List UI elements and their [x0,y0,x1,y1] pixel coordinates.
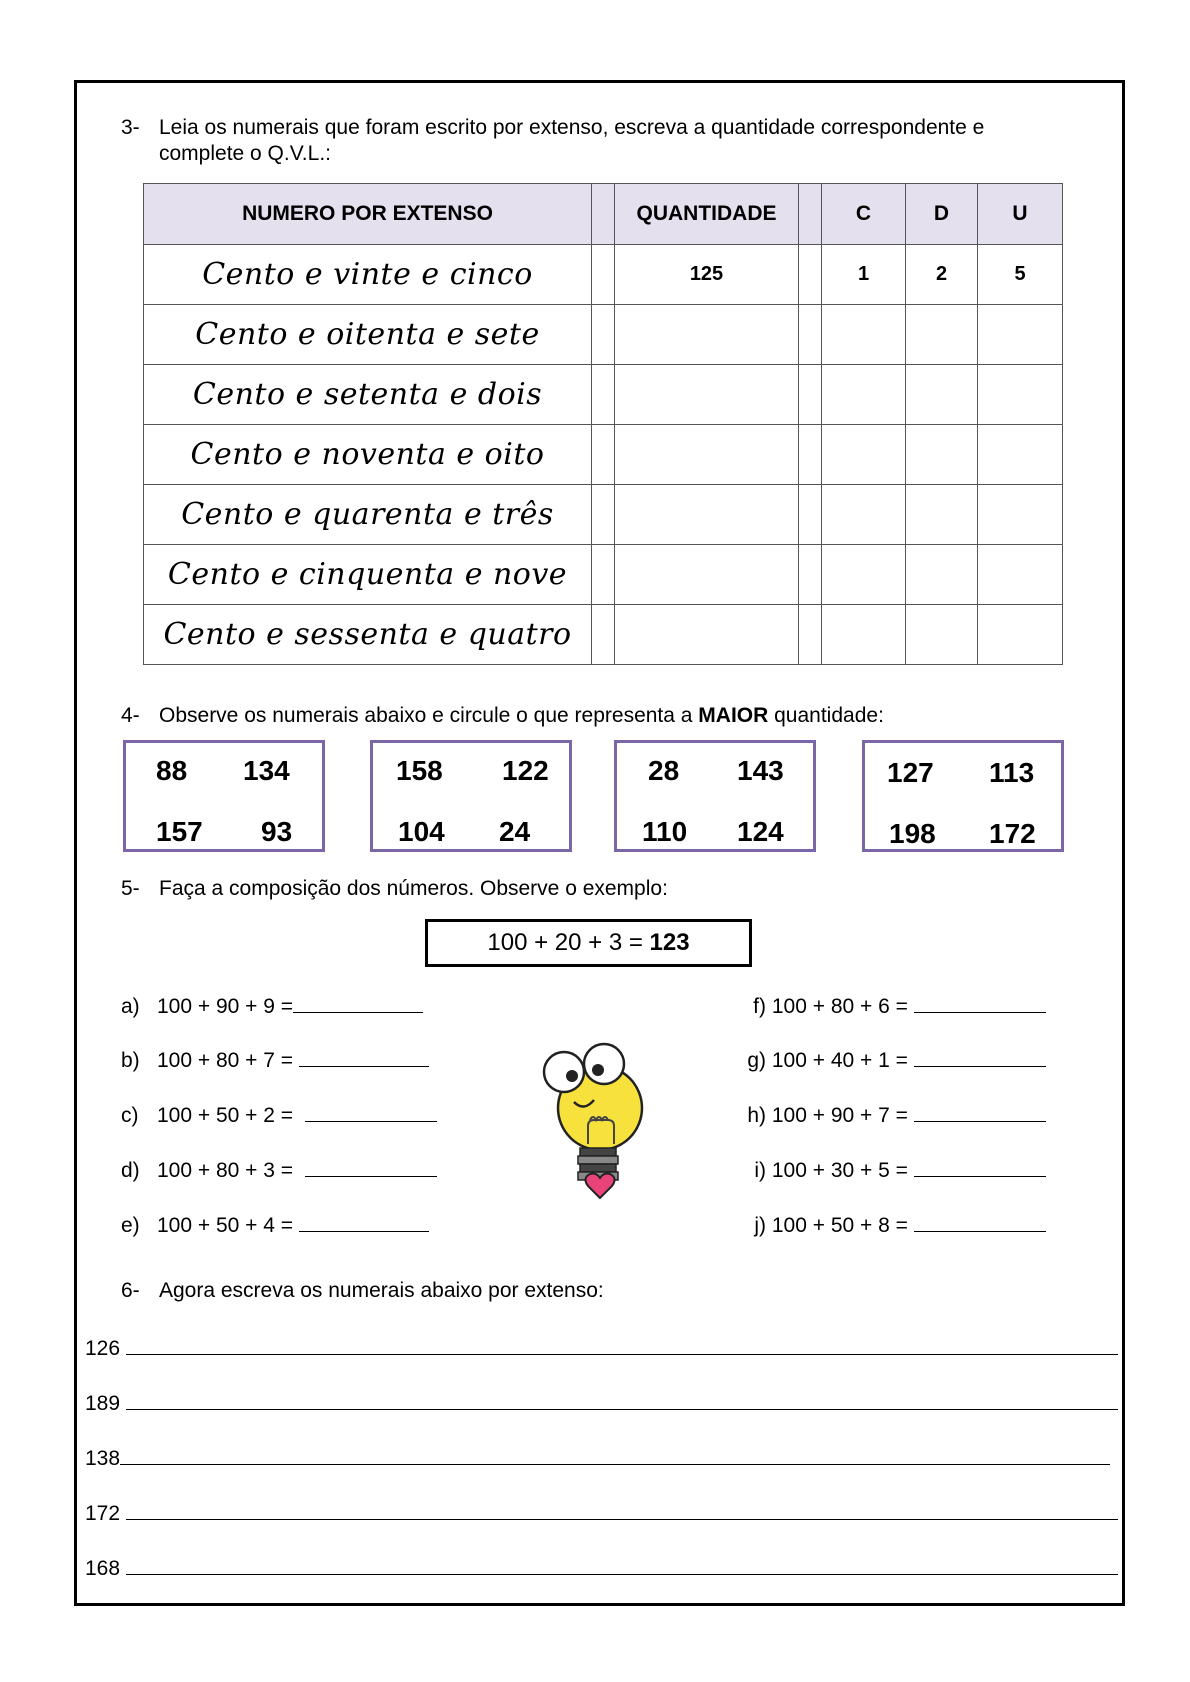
answer-line[interactable] [126,1334,1118,1355]
header-quantidade: QUANTIDADE [615,184,799,245]
answer-line[interactable] [914,1101,1046,1122]
cell-quantidade[interactable] [615,545,799,605]
number-option[interactable]: 28 [648,755,680,786]
table-row [144,605,1063,665]
number-option[interactable]: 110 [642,816,688,847]
write-line [85,1499,1118,1527]
cell-u[interactable] [978,545,1063,605]
write-line [85,1334,1118,1362]
answer-line[interactable] [126,1554,1118,1575]
question-4-number: 4- [121,704,140,727]
question-4-text-end: quantidade: [768,704,884,727]
cell-quantidade[interactable] [615,485,799,545]
cell-d[interactable] [906,485,978,545]
number-option[interactable]: 124 [737,816,784,847]
answer-line[interactable] [914,992,1046,1013]
number-option[interactable]: 157 [156,816,203,847]
cell-c[interactable]: 1 [822,245,906,305]
answer-line[interactable] [126,1389,1118,1410]
number-option[interactable]: 113 [989,757,1035,788]
equation-d: d) 100 + 80 + 3 = [121,1156,437,1184]
cell-quantidade[interactable] [615,605,799,665]
answer-line[interactable] [293,992,423,1013]
cell-u[interactable] [978,605,1063,665]
cell-c[interactable] [822,365,906,425]
number-option[interactable]: 158 [396,755,443,786]
equation-b: b) 100 + 80 + 7 = [121,1046,429,1074]
write-line [85,1389,1118,1417]
cell-extenso: Cento e oitenta e sete [144,305,592,365]
cell-u[interactable] [978,485,1063,545]
question-4-bold: MAIOR [698,704,769,727]
header-spacer-1 [592,184,615,245]
cell-d[interactable] [906,365,978,425]
cell-extenso: Cento e quarenta e três [144,485,592,545]
number-option[interactable]: 104 [398,816,445,847]
question-5-number: 5- [121,877,140,900]
equation-i: i) 100 + 30 + 5 = [740,1156,1046,1184]
answer-line[interactable] [914,1156,1046,1177]
cell-c[interactable] [822,305,906,365]
number-option[interactable]: 122 [502,755,549,786]
number-label: 168 [85,1557,121,1580]
equation-c: c) 100 + 50 + 2 = [121,1101,437,1129]
equation-g: g) 100 + 40 + 1 = [740,1046,1046,1074]
cell-quantidade[interactable] [615,365,799,425]
cell-extenso: Cento e setenta e dois [144,365,592,425]
answer-line[interactable] [914,1211,1046,1232]
table-row [144,425,1063,485]
cell-u[interactable] [978,365,1063,425]
cell-d[interactable] [906,305,978,365]
cell-d[interactable] [906,425,978,485]
equation-h: h) 100 + 90 + 7 = [740,1101,1046,1129]
example-result: 123 [649,929,690,956]
question-3-number: 3- [121,116,140,139]
equation-a: a) 100 + 90 + 9 = [121,992,423,1020]
cell-extenso: Cento e cinquenta e nove [144,545,592,605]
question-6-text: Agora escreva os numerais abaixo por extenso: [159,1279,604,1302]
question-3-line2: complete o Q.V.L.: [159,142,331,165]
write-line [85,1554,1118,1582]
cell-quantidade[interactable] [615,425,799,485]
answer-line[interactable] [299,1211,429,1232]
answer-line[interactable] [305,1101,437,1122]
example-box [425,919,752,967]
number-option[interactable]: 24 [499,816,531,847]
number-option[interactable]: 88 [156,755,188,786]
cell-d[interactable] [906,605,978,665]
answer-line[interactable] [120,1444,1110,1465]
header-d: D [906,184,978,245]
question-3-line1: Leia os numerais que foram escrito por extenso, escreva a quantidade correspondente e [159,116,985,139]
answer-line[interactable] [305,1156,437,1177]
number-label: 126 [85,1337,121,1360]
cell-c[interactable] [822,545,906,605]
answer-line[interactable] [914,1046,1046,1067]
question-5-text: Faça a composição dos números. Observe o exemplo: [159,877,668,900]
cell-extenso: Cento e vinte e cinco [144,245,592,305]
answer-line[interactable] [126,1499,1118,1520]
cell-d[interactable]: 2 [906,245,978,305]
number-option[interactable]: 134 [243,755,290,786]
number-box-2 [370,740,572,852]
cell-extenso: Cento e sessenta e quatro [144,605,592,665]
number-label: 189 [85,1392,121,1415]
cell-d[interactable] [906,545,978,605]
cell-c[interactable] [822,605,906,665]
number-option[interactable]: 172 [989,818,1036,849]
question-4-text: Observe os numerais abaixo e circule o que representa a [159,704,699,727]
number-label: 172 [85,1502,121,1525]
cell-c[interactable] [822,425,906,485]
header-c: C [822,184,906,245]
cell-quantidade[interactable]: 125 [615,245,799,305]
cell-quantidade[interactable] [615,305,799,365]
table-row [144,365,1063,425]
number-option[interactable]: 198 [889,818,936,849]
example-expression: 100 + 20 + 3 = [487,929,650,956]
equation-e: e) 100 + 50 + 4 = [121,1211,429,1239]
header-extenso: NUMERO POR EXTENSO [144,184,592,245]
number-box-1 [123,740,325,852]
number-option[interactable]: 93 [261,816,293,847]
qvl-header-row [144,184,1063,245]
number-label: 138 [85,1447,121,1470]
write-line [85,1444,1110,1472]
cell-u[interactable]: 5 [978,245,1063,305]
header-spacer-2 [799,184,822,245]
number-box-4 [862,740,1064,852]
qvl-table [143,183,1063,665]
number-option[interactable]: 127 [887,757,934,788]
lightbulb-icon [540,1040,650,1200]
cell-u[interactable] [978,305,1063,365]
cell-u[interactable] [978,425,1063,485]
number-option[interactable]: 143 [737,755,784,786]
table-row [144,245,1063,305]
header-u: U [978,184,1063,245]
cell-c[interactable] [822,485,906,545]
table-row [144,485,1063,545]
number-box-3 [614,740,816,852]
question-6-number: 6- [121,1279,140,1302]
equation-j: j) 100 + 50 + 8 = [740,1211,1046,1239]
table-row [144,305,1063,365]
answer-line[interactable] [299,1046,429,1067]
cell-extenso: Cento e noventa e oito [144,425,592,485]
equation-f: f) 100 + 80 + 6 = [740,992,1046,1020]
table-row [144,545,1063,605]
